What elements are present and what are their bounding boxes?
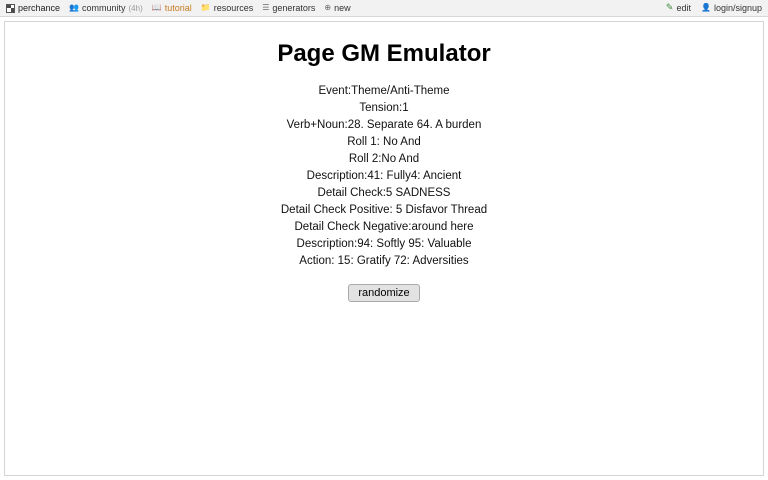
nav-left-group — [6, 3, 666, 13]
nav-item-label: tutorial — [164, 3, 192, 13]
perchance-logo-icon — [6, 4, 15, 13]
nav-right-group — [666, 3, 762, 13]
nav-item-new[interactable] — [324, 3, 350, 13]
list-icon: ☰ — [262, 3, 270, 12]
output-line: Event:Theme/Anti-Theme — [318, 84, 450, 97]
nav-item-tutorial[interactable] — [152, 3, 192, 13]
folder-icon: 📁 — [200, 3, 211, 12]
nav-item-label: generators — [272, 3, 316, 13]
nav-item-login-signup[interactable] — [701, 3, 762, 13]
nav-item-label: perchance — [18, 3, 61, 13]
output-line: Description:94: Softly 95: Valuable — [296, 237, 472, 250]
generator-content — [5, 22, 763, 302]
output-line: Action: 15: Gratify 72: Adversities — [299, 254, 469, 267]
page-title: Page GM Emulator — [277, 40, 491, 67]
nav-item-label: login/signup — [713, 3, 762, 13]
nav-item-community[interactable] — [69, 3, 143, 13]
output-line: Description:41: Fully4: Ancient — [306, 169, 462, 182]
randomize-button-wrapper — [5, 284, 763, 302]
randomize-button[interactable]: randomize — [348, 284, 419, 302]
book-icon: 📖 — [151, 3, 162, 12]
plus-circle-icon: ⊕ — [324, 3, 332, 12]
top-navigation-bar — [0, 0, 768, 17]
nav-item-label: community — [82, 3, 126, 13]
generator-output — [5, 83, 763, 270]
nav-item-generators[interactable] — [262, 3, 315, 13]
generator-frame — [4, 21, 764, 476]
nav-item-edit[interactable] — [666, 3, 691, 13]
nav-item-resources[interactable] — [201, 3, 253, 13]
user-icon: 👤 — [700, 3, 711, 12]
community-activity-count: (4h) — [128, 3, 143, 13]
output-line: Detail Check Negative:around here — [294, 220, 474, 233]
pencil-icon: ✎ — [665, 1, 674, 12]
output-line: Tension:1 — [359, 101, 409, 114]
output-line: Roll 2:No And — [348, 152, 420, 165]
people-icon: 👥 — [69, 3, 79, 12]
output-line: Detail Check:5 SADNESS — [317, 186, 451, 199]
output-line: Verb+Noun:28. Separate 64. A burden — [286, 118, 482, 131]
nav-item-label: resources — [213, 3, 254, 13]
nav-item-perchance[interactable] — [6, 3, 60, 13]
nav-item-label: edit — [676, 3, 691, 13]
output-line: Detail Check Positive: 5 Disfavor Thread — [280, 203, 488, 216]
nav-item-label: new — [334, 3, 351, 13]
output-line: Roll 1: No And — [347, 135, 421, 148]
